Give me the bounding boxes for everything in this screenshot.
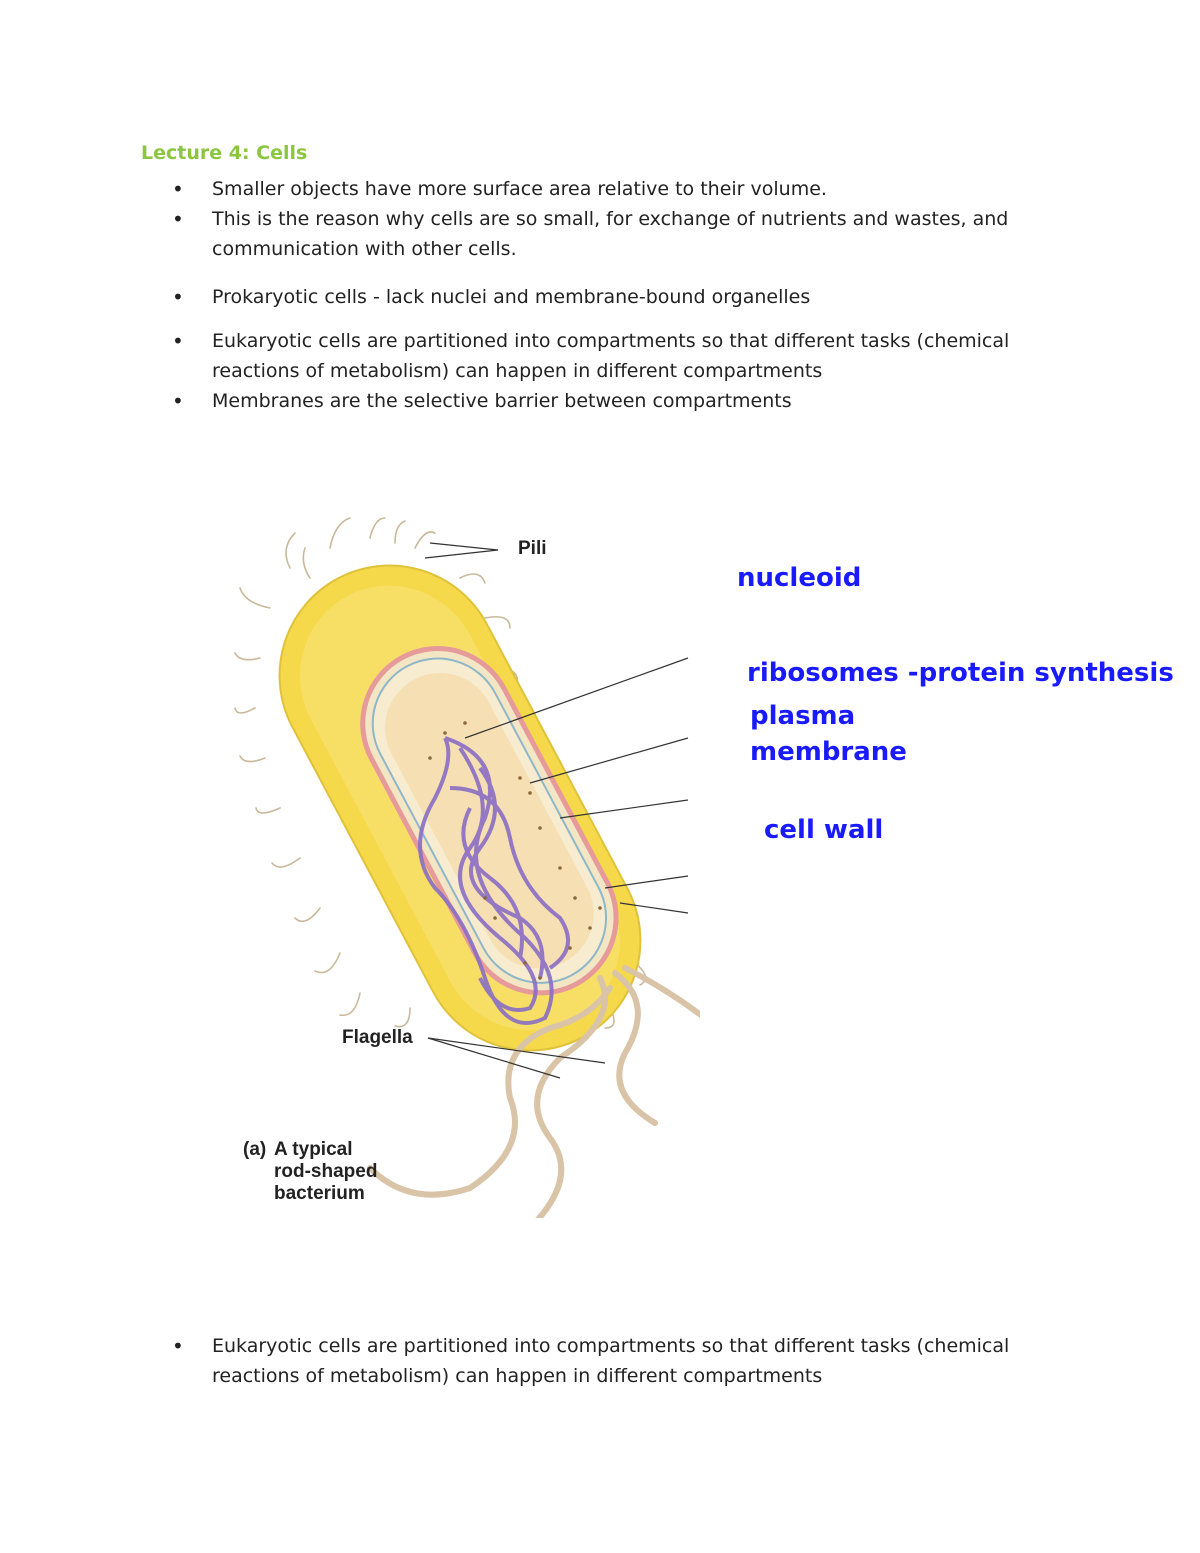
figure-caption-letter: (a): [243, 1139, 267, 1160]
pili-label: Pili: [518, 538, 547, 559]
bullet-item: • Membranes are the selective barrier between compartments: [172, 386, 1072, 416]
cell-wall-annotation: cell wall: [764, 815, 884, 845]
bullet-item: • Eukaryotic cells are partitioned into compartments so that different tasks (chemical reactions of metabolism) can happen in different compartments: [172, 326, 1072, 386]
flagella-label: Flagella: [342, 1027, 413, 1048]
figure-caption-line3: bacterium: [274, 1183, 365, 1204]
ribosomes-annotation: ribosomes -protein synthesis: [747, 658, 1174, 688]
bullet-item: • Eukaryotic cells are partitioned into compartments so that different tasks (chemical reactions of metabolism) can happen in different compartments: [172, 1331, 1072, 1391]
bacterium-illustration: [230, 508, 700, 1218]
figure-caption-line2: rod-shaped: [274, 1161, 378, 1182]
figure-caption-line1: A typical: [274, 1139, 353, 1160]
bullet-item: • This is the reason why cells are so small, for exchange of nutrients and wastes, and communication with other cells.: [172, 204, 1072, 264]
nucleoid-annotation: nucleoid: [737, 563, 862, 593]
bottom-bullet-list: [172, 1331, 1072, 1391]
lecture-heading: Lecture 4: Cells: [141, 142, 308, 164]
plasma-annotation: plasma: [750, 701, 856, 731]
bullet-item: • Prokaryotic cells - lack nuclei and membrane-bound organelles: [172, 282, 1072, 312]
bullet-item: • Smaller objects have more surface area relative to their volume.: [172, 174, 1072, 204]
bullet-list: [172, 174, 1072, 416]
bacterium-figure: [230, 508, 700, 1218]
membrane-annotation: membrane: [750, 737, 907, 767]
